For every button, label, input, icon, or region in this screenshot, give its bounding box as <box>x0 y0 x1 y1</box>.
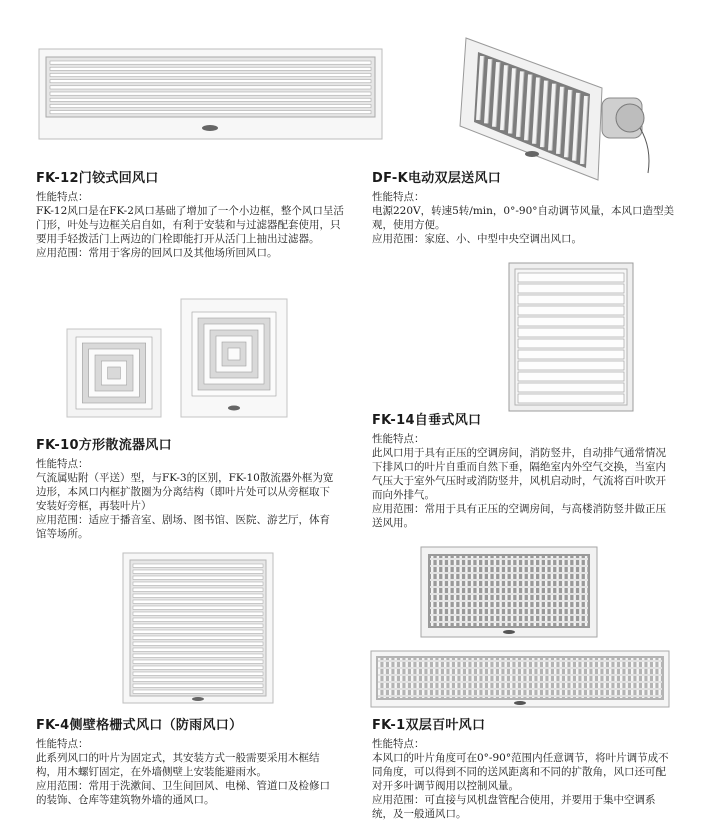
usage-text: 应用范围：常用于客房的回风口及其他场所回风口。 <box>36 247 278 259</box>
fk12-grille-image <box>38 48 383 140</box>
features-text: FK-12风口是在FK-2风口基础了增加了一个小边框，整个风口呈活门形，叶处与边框关启自如，有利于安装和与过滤器配套使用，只要用手轻拨活门上两边的门栓即能打开从活门上抽出过滤器。 <box>36 205 344 245</box>
fk1-linear-grille-image <box>370 650 670 708</box>
product-fk12 <box>36 167 344 260</box>
dfk-grille-image <box>452 28 660 184</box>
fk1-grille-image <box>420 546 598 638</box>
product-title: FK-1双层百叶风口 <box>372 718 486 733</box>
features-label: 性能特点： <box>372 191 425 203</box>
features-text: 本风口的叶片角度可在0°-90°范围内任意调节，将叶片调节成不同角度，可以得到不同的送风距离和不同的扩散角，风口还可配对开多叶调节阀用以控制风量。 <box>372 752 669 792</box>
fk10-diffuser-small-image <box>66 328 162 418</box>
fk4-grille-image <box>122 552 274 704</box>
features-label: 性能特点： <box>36 738 89 750</box>
features-label: 性能特点： <box>372 433 425 445</box>
product-fk1 <box>372 714 672 821</box>
product-title: FK-12门铰式回风口 <box>36 171 159 186</box>
features-label: 性能特点： <box>372 738 425 750</box>
fk14-louver-image <box>508 262 634 412</box>
product-title: DF-K电动双层送风口 <box>372 171 502 186</box>
features-text: 电源220V，转速5转/min，0°-90°自动调节风量，本风口造型美观，使用方便。 <box>372 205 675 231</box>
usage-text: 应用范围：常用于洗漱间、卫生间回风、电梯、管道口及检修口的装饰、仓库等建筑物外墙的通风口。 <box>36 780 330 806</box>
product-title: FK-10方形散流器风口 <box>36 438 172 453</box>
product-fk4 <box>36 714 334 807</box>
product-fk14 <box>372 409 672 530</box>
usage-text: 应用范围：适应于播音室、剧场、图书馆、医院、游艺厅，体育馆等场所。 <box>36 514 330 540</box>
product-dfk <box>372 167 680 246</box>
features-label: 性能特点： <box>36 458 89 470</box>
usage-text: 应用范围：家庭、小、中型中央空调出风口。 <box>372 233 582 245</box>
features-label: 性能特点： <box>36 191 89 203</box>
usage-text: 应用范围：常用于具有正压的空调房间，与高楼消防竖井做正压送风用。 <box>372 503 666 529</box>
features-text: 此系列风口的叶片为固定式，其安装方式一般需要采用木框结构，用木螺钉固定，在外墙侧壁上安装能避雨水。 <box>36 752 320 778</box>
usage-text: 应用范围：可直接与风机盘管配合使用，并要用于集中空调系统，及一般通风口。 <box>372 794 656 820</box>
features-text: 此风口用于具有正压的空调房间，消防竖井，自动排气通常情况下排风口的叶片自重而自然下垂，隔绝室内外空气交换，当室内气压大于室外气压时或消防竖井，风机启动时，气流将百叶吹开而向外排气。 <box>372 447 666 501</box>
product-title: FK-14自垂式风口 <box>372 413 482 428</box>
product-title: FK-4侧壁格栅式风口（防雨风口） <box>36 718 243 733</box>
fk10-diffuser-large-image <box>180 298 288 418</box>
features-text: 气流属贴附（平送）型，与FK-3的区别，FK-10散流器外框为宽边形，本风口内框扩散圈为分离结构（即叶片处可以从旁框取下安装好旁框，再装叶片） <box>36 472 334 512</box>
product-fk10 <box>36 434 334 541</box>
